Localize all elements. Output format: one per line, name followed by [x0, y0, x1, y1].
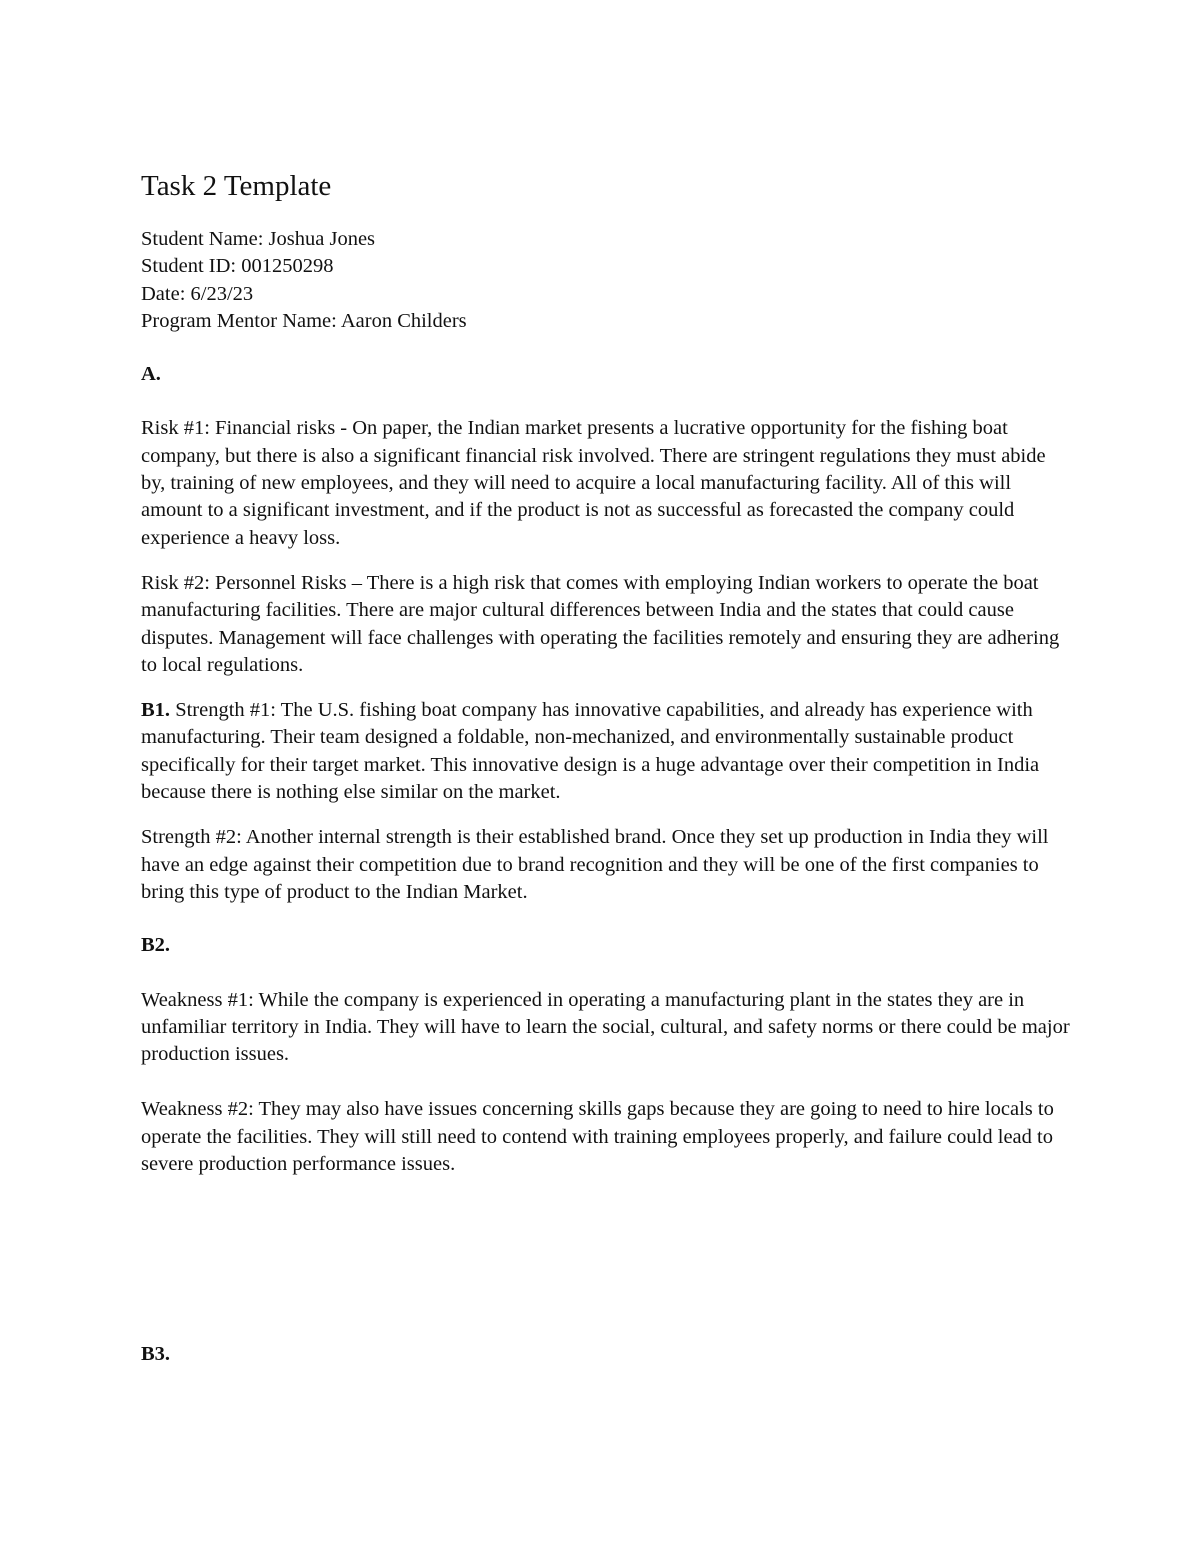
student-name: Student Name: Joshua Jones: [141, 228, 376, 250]
weakness-2-paragraph: Weakness #2: They may also have issues concerning skills gaps because they are going to need to hire locals to operate the facilities. They will still need to contend with training employees properly, and failure could lead to severe production performance issues.: [141, 1098, 1054, 1176]
student-id: Student ID: 001250298: [141, 255, 334, 278]
document-date: Date: 6/23/23: [141, 282, 254, 305]
section-a-heading: A.: [141, 363, 161, 386]
strength-1-text: Strength #1: The U.S. fishing boat company has innovative capabilities, and already has experience with manufacturing. Their team designed a foldable, non-mechanized, and environmentally sustainable product specifically for their target market. This innovative design is a huge advantage over their competition in India because there is nothing else similar on the market.: [141, 699, 1040, 804]
section-b2-heading: B2.: [141, 934, 171, 957]
risk-2-paragraph: Risk #2: Personnel Risks – There is a high risk that comes with employing Indian workers to operate the boat manufacturing facilities. There are major cultural differences between India and the states that could cause disputes. Management will face challenges with operating the facilities remotely and ensuring they are adhering to local regulations.: [141, 571, 1060, 676]
section-b3-heading: B3.: [141, 1343, 171, 1365]
weakness-1-paragraph: Weakness #1: While the company is experienced in operating a manufacturing plant in the states they are in unfamiliar territory in India. They will have to learn the social, cultural, and safety norms or there could be major production issues.: [141, 988, 1070, 1066]
document-title: Task 2 Template: [141, 170, 332, 202]
strength-2-paragraph: Strength #2: Another internal strength is their established brand. Once they set up production in India they will have an edge against their competition due to brand recognition and they will be one of the first companies to bring this type of product to the Indian Market.: [141, 826, 1049, 903]
risk-1-paragraph: Risk #1: Financial risks - On paper, the Indian market presents a lucrative opportunity for the fishing boat company, but there is also a significant financial risk involved. There are stringent regulations they must abide by, training of new employees, and they will need to acquire a local manufacturing facility. All of this will amount to a significant investment, and if the product is not as successful as forecasted the company could experience a heavy loss.: [141, 417, 1046, 549]
strength-1-paragraph: [141, 697, 1071, 806]
section-b1-heading: B1.: [141, 699, 171, 722]
program-mentor: Program Mentor Name: Aaron Childers: [141, 309, 467, 332]
student-info-block: [141, 226, 1071, 335]
document-body: [141, 168, 1071, 1178]
